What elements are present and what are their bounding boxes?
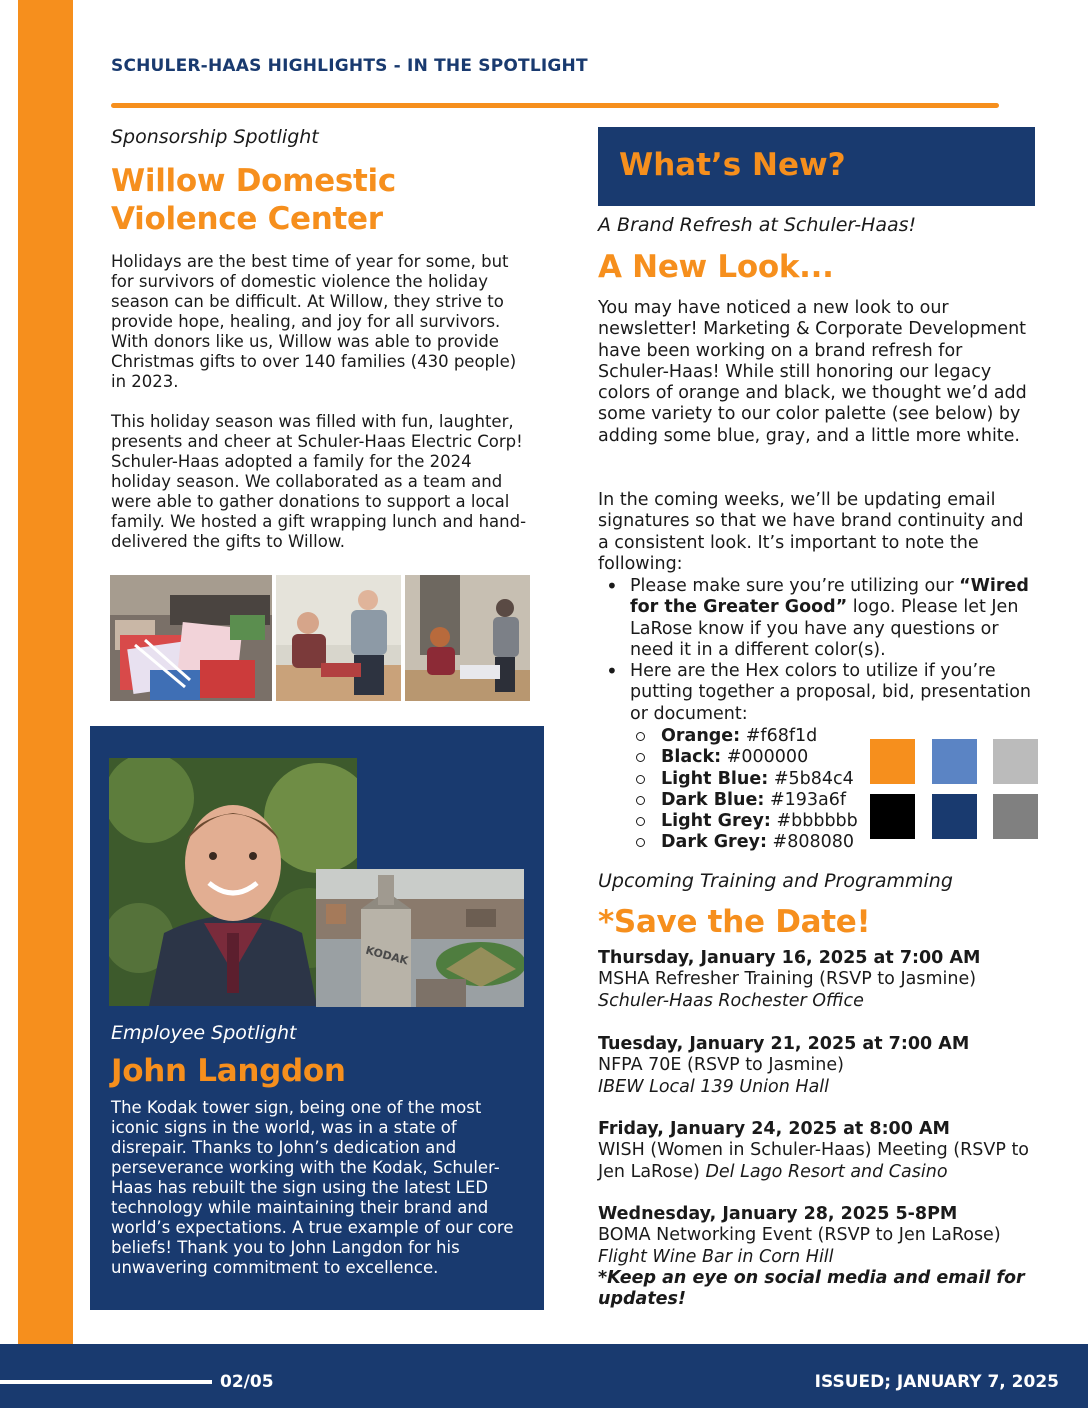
event-location: Schuler-Haas Rochester Office [598, 990, 864, 1011]
employee-kicker: Employee Spotlight [111, 1022, 297, 1044]
sponsorship-paragraph-2: This holiday season was filled with fun, laughter, presents and cheer at Schuler-Haas Electric Corp! Schuler-Haas adopted a family for the 2024 holiday season. We collaborated as a team and were able to gather donations to support a local family. We hosted a gift wrapping lunch and hand-delivered the gifts to Willow. [111, 412, 527, 551]
header-divider [111, 103, 999, 108]
bullet-hex-colors: • Here are the Hex colors to utilize if you’re putting together a proposal, bid, presentation or document: [598, 661, 1038, 725]
event-date: Tuesday, January 21, 2025 at 7:00 AM [598, 1034, 970, 1054]
logo-name: “Wired for the Greater Good” [630, 576, 1029, 618]
event-date: Thursday, January 16, 2025 at 7:00 AM [598, 948, 981, 968]
event-desc: NFPA 70E (RSVP to Jasmine) [598, 1055, 844, 1076]
hex-color-list [631, 726, 858, 854]
wrapping-photo-women [405, 575, 530, 701]
color-orange: Orange: #f68f1d [631, 726, 858, 747]
upcoming-kicker: Upcoming Training and Programming [598, 870, 953, 892]
whats-new-banner [598, 127, 1035, 206]
save-the-date-title: *Save the Date! [598, 904, 871, 940]
whats-new-heading: What’s New? [619, 147, 846, 183]
sponsorship-paragraph-1: Holidays are the best time of year for some, but for survivors of domestic violence the holiday season can be difficult. At Willow, they strive to provide hope, healing, and joy for all survivors. With donors like us, Willow was able to provide Christmas gifts to over 140 families (430 people) in 2023. [111, 252, 517, 391]
sponsorship-title-line2: Violence Center [111, 201, 383, 237]
color-black: Black: #000000 [631, 747, 858, 768]
event-location: IBEW Local 139 Union Hall [598, 1076, 830, 1097]
swatch-dark-grey [993, 794, 1038, 839]
social-media-note: *Keep an eye on social media and email for updates! [598, 1268, 1025, 1310]
event-desc: MSHA Refresher Training (RSVP to Jasmine) [598, 969, 977, 990]
swatch-black [870, 794, 915, 839]
page-number: 02/05 [220, 1372, 274, 1392]
color-dark-grey: Dark Grey: #808080 [631, 832, 858, 853]
event-date: Friday, January 24, 2025 at 8:00 AM [598, 1119, 950, 1139]
sponsorship-kicker: Sponsorship Spotlight [111, 126, 319, 148]
swatch-orange [870, 739, 915, 784]
color-dark-blue: Dark Blue: #193a6f [631, 790, 858, 811]
sponsorship-title-line1: Willow Domestic [111, 163, 396, 199]
sponsorship-title [111, 162, 531, 238]
issued-date: ISSUED; JANUARY 7, 2025 [814, 1372, 1059, 1392]
new-look-title: A New Look... [598, 249, 834, 285]
wrapping-photo-men [276, 575, 401, 701]
employee-name: John Langdon [111, 1053, 346, 1089]
page-header-title: SCHULER-HAAS HIGHLIGHTS - IN THE SPOTLIGHT [111, 56, 588, 76]
color-light-blue: Light Blue: #5b84c4 [631, 769, 858, 790]
swatch-light-grey [993, 739, 1038, 784]
employee-body: The Kodak tower sign, being one of the most iconic signs in the world, was in a state of disrepair. Thanks to John’s dedication and perseverance working with the Kodak, Schuler-Haas has rebuilt the sign using the latest LED technology while maintaining their brand and world’s expectations. A true example of our core beliefs! Thank you to John Langdon for his unwavering commitment to excellence. [111, 1098, 514, 1277]
kodak-tower-aerial-photo [316, 869, 524, 1007]
color-light-grey: Light Grey: #bbbbbb [631, 811, 858, 832]
bullet-logo: • Please make sure you’re utilizing our “Wired for the Greater Good” logo. Please let Jen LaRose know if you have any questions or need it in a different color(s). [598, 576, 1038, 661]
brand-bullet-list [598, 576, 1038, 725]
swatch-light-blue [932, 739, 977, 784]
brand-refresh-kicker: A Brand Refresh at Schuler-Haas! [598, 214, 917, 236]
footer-rule [0, 1380, 212, 1384]
event-item [598, 1204, 1038, 1268]
event-item [598, 1119, 1038, 1183]
brand-paragraph-2: In the coming weeks, we’ll be updating email signatures so that we have brand continuity and a consistent look. It’s important to note the following: [598, 490, 1024, 574]
gift-pile-photo [110, 575, 272, 701]
swatch-dark-blue [932, 794, 977, 839]
event-desc: WISH (Women in Schuler-Haas) Meeting (RSVP to Jen LaRose) [598, 1140, 1030, 1182]
event-desc: BOMA Networking Event (RSVP to Jen LaRose) [598, 1225, 1001, 1246]
event-item [598, 948, 1038, 1012]
event-location: Del Lago Resort and Casino [705, 1161, 948, 1182]
left-orange-stripe [18, 0, 73, 1345]
kodak-sign: KODAK [364, 943, 410, 968]
event-item [598, 1034, 1038, 1098]
event-location: Flight Wine Bar in Corn Hill [598, 1246, 834, 1267]
brand-paragraph-1: You may have noticed a new look to our newsletter! Marketing & Corporate Development have been working on a brand refresh for Schuler-Haas! While still honoring our legacy colors of orange and black, we thought we’d add some variety to our color palette (see below) by adding some blue, gray, and a little more white. [598, 298, 1027, 446]
event-date: Wednesday, January 28, 2025 5-8PM [598, 1204, 958, 1224]
